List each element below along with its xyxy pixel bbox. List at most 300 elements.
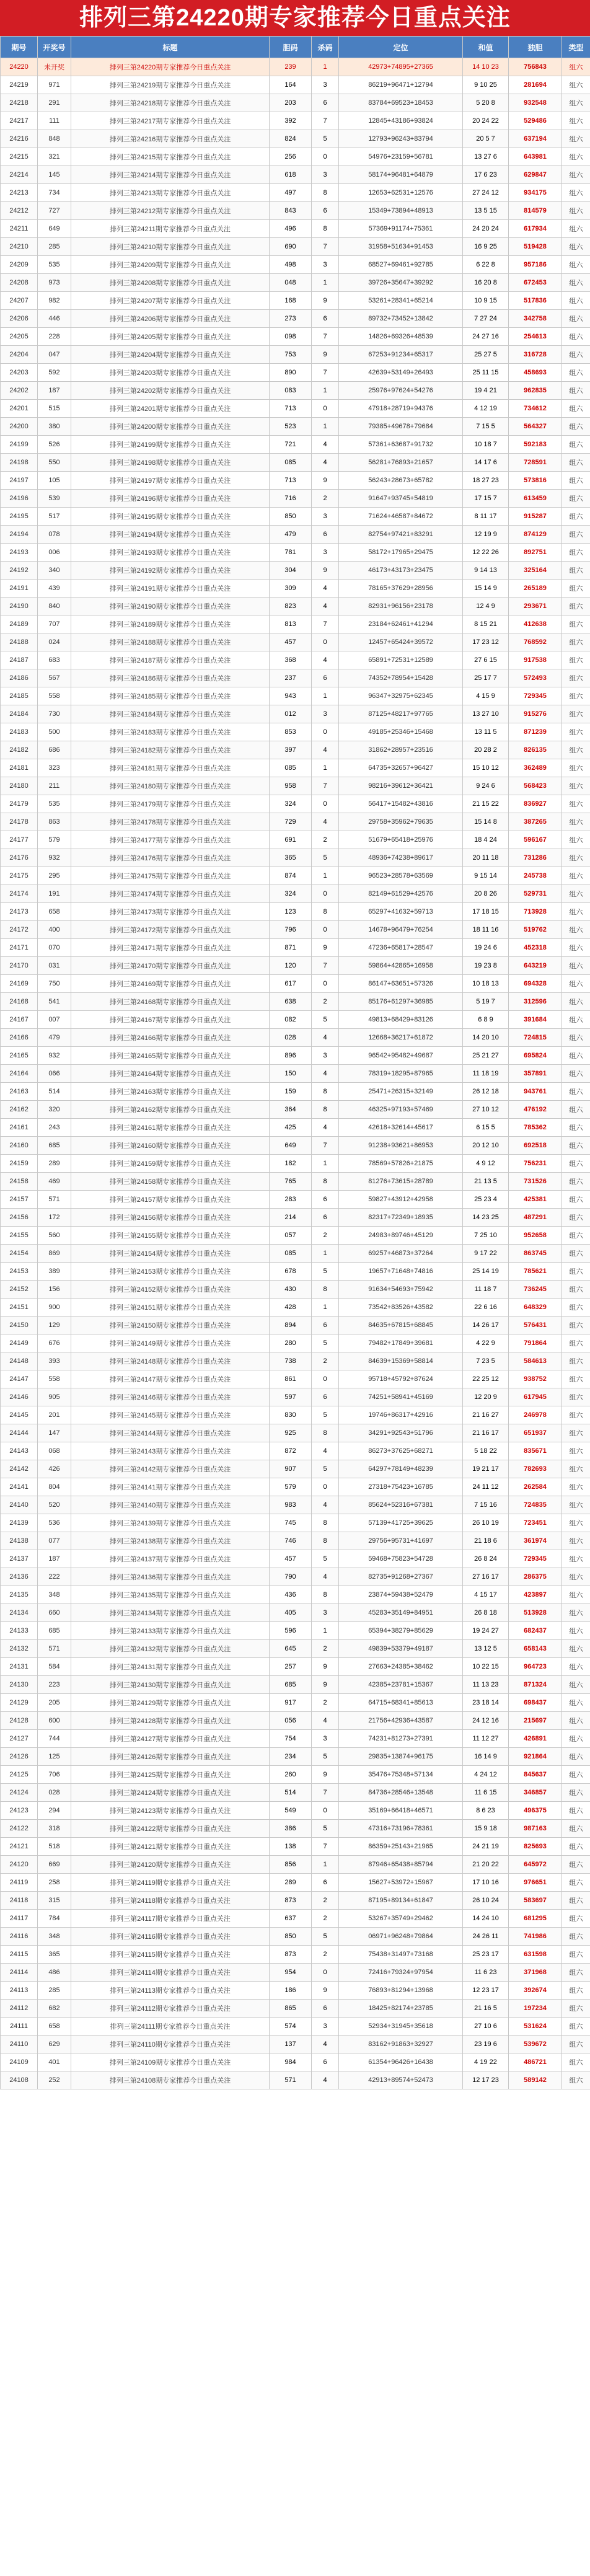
table-row — [1, 1155, 590, 1173]
issue-number-cell: 24108 — [1, 2071, 38, 2089]
single-dan-cell: 617945 — [509, 1388, 562, 1406]
title-link[interactable]: 排列三第24173期专家推荐今日重点关注 — [71, 903, 270, 921]
kill-code-cell: 6 — [312, 1191, 339, 1209]
dan-code-cell: 958 — [270, 777, 312, 795]
kill-code-cell: 1 — [312, 58, 339, 76]
type-cell: 组六 — [562, 633, 590, 651]
type-cell: 组六 — [562, 1802, 590, 1820]
title-link[interactable]: 排列三第24137期专家推荐今日重点关注 — [71, 1550, 270, 1568]
issue-number-cell: 24217 — [1, 112, 38, 130]
sum-value-cell: 12 17 23 — [463, 2071, 509, 2089]
title-link[interactable]: 排列三第24122期专家推荐今日重点关注 — [71, 1820, 270, 1838]
title-link[interactable]: 排列三第24163期专家推荐今日重点关注 — [71, 1083, 270, 1101]
dan-code-cell: 754 — [270, 1730, 312, 1748]
table-row — [1, 1227, 590, 1245]
title-link[interactable]: 排列三第24171期专家推荐今日重点关注 — [71, 939, 270, 957]
type-cell: 组六 — [562, 418, 590, 436]
type-cell: 组六 — [562, 598, 590, 615]
title-link[interactable]: 排列三第24120期专家推荐今日重点关注 — [71, 1856, 270, 1874]
single-dan-cell: 476192 — [509, 1101, 562, 1119]
table-row — [1, 202, 590, 220]
title-link[interactable]: 排列三第24129期专家推荐今日重点关注 — [71, 1694, 270, 1712]
position-cell: 34291+92543+51796 — [339, 1424, 463, 1442]
position-cell: 14826+69326+48539 — [339, 328, 463, 346]
type-cell: 组六 — [562, 400, 590, 418]
position-cell: 35476+75348+57134 — [339, 1766, 463, 1784]
title-link[interactable]: 排列三第24127期专家推荐今日重点关注 — [71, 1730, 270, 1748]
single-dan-cell: 694328 — [509, 975, 562, 993]
title-link[interactable]: 排列三第24180期专家推荐今日重点关注 — [71, 777, 270, 795]
title-link[interactable]: 排列三第24201期专家推荐今日重点关注 — [71, 400, 270, 418]
single-dan-cell: 943761 — [509, 1083, 562, 1101]
dan-code-cell: 716 — [270, 490, 312, 508]
position-cell: 65297+41632+59713 — [339, 903, 463, 921]
title-link[interactable]: 排列三第24211期专家推荐今日重点关注 — [71, 220, 270, 238]
title-link[interactable]: 排列三第24165期专家推荐今日重点关注 — [71, 1047, 270, 1065]
issue-number-cell: 24191 — [1, 580, 38, 598]
title-link[interactable]: 排列三第24182期专家推荐今日重点关注 — [71, 741, 270, 759]
title-link[interactable]: 排列三第24109期专家推荐今日重点关注 — [71, 2053, 270, 2071]
dan-code-cell: 691 — [270, 831, 312, 849]
table-row — [1, 328, 590, 346]
draw-result-cell: 068 — [38, 1442, 71, 1460]
title-link[interactable]: 排列三第24167期专家推荐今日重点关注 — [71, 1011, 270, 1029]
title-link[interactable]: 排列三第24130期专家推荐今日重点关注 — [71, 1676, 270, 1694]
type-cell: 组六 — [562, 2000, 590, 2018]
kill-code-cell: 2 — [312, 1910, 339, 1928]
issue-number-cell: 24110 — [1, 2036, 38, 2053]
sum-value-cell: 7 15 16 — [463, 1496, 509, 1514]
title-link[interactable]: 排列三第24176期专家推荐今日重点关注 — [71, 849, 270, 867]
title-link[interactable]: 排列三第24189期专家推荐今日重点关注 — [71, 615, 270, 633]
draw-result-cell: 932 — [38, 1047, 71, 1065]
draw-result-cell: 932 — [38, 849, 71, 867]
position-cell: 12653+62531+12576 — [339, 184, 463, 202]
title-link[interactable]: 排列三第24175期专家推荐今日重点关注 — [71, 867, 270, 885]
dan-code-cell: 984 — [270, 2053, 312, 2071]
draw-result-cell: 318 — [38, 1820, 71, 1838]
kill-code-cell: 0 — [312, 885, 339, 903]
title-link[interactable]: 排列三第24141期专家推荐今日重点关注 — [71, 1478, 270, 1496]
table-row — [1, 490, 590, 508]
title-link[interactable]: 排列三第24179期专家推荐今日重点关注 — [71, 795, 270, 813]
title-link[interactable]: 排列三第24213期专家推荐今日重点关注 — [71, 184, 270, 202]
kill-code-cell: 8 — [312, 1532, 339, 1550]
title-link[interactable]: 排列三第24186期专家推荐今日重点关注 — [71, 669, 270, 687]
title-link[interactable]: 排列三第24192期专家推荐今日重点关注 — [71, 562, 270, 580]
table-row — [1, 76, 590, 94]
title-link[interactable]: 排列三第24170期专家推荐今日重点关注 — [71, 957, 270, 975]
title-link[interactable]: 排列三第24208期专家推荐今日重点关注 — [71, 274, 270, 292]
title-link[interactable]: 排列三第24149期专家推荐今日重点关注 — [71, 1334, 270, 1352]
position-cell: 53261+28341+65214 — [339, 292, 463, 310]
kill-code-cell: 1 — [312, 759, 339, 777]
position-cell: 59864+42865+16958 — [339, 957, 463, 975]
title-link[interactable]: 排列三第24118期专家推荐今日重点关注 — [71, 1892, 270, 1910]
draw-result-cell: 401 — [38, 2053, 71, 2071]
table-row — [1, 957, 590, 975]
dan-code-cell: 182 — [270, 1155, 312, 1173]
sum-value-cell: 23 18 14 — [463, 1694, 509, 1712]
position-cell: 73542+83526+43582 — [339, 1299, 463, 1317]
title-link[interactable]: 排列三第24217期专家推荐今日重点关注 — [71, 112, 270, 130]
table-row — [1, 1892, 590, 1910]
table-row — [1, 795, 590, 813]
title-link[interactable]: 排列三第24154期专家推荐今日重点关注 — [71, 1245, 270, 1263]
draw-result-cell: 584 — [38, 1658, 71, 1676]
dan-code-cell: 713 — [270, 472, 312, 490]
title-link[interactable]: 排列三第24210期专家推荐今日重点关注 — [71, 238, 270, 256]
kill-code-cell: 6 — [312, 2053, 339, 2071]
single-dan-cell: 938752 — [509, 1370, 562, 1388]
title-link[interactable]: 排列三第24134期专家推荐今日重点关注 — [71, 1604, 270, 1622]
title-link[interactable]: 排列三第24132期专家推荐今日重点关注 — [71, 1640, 270, 1658]
title-link[interactable]: 排列三第24183期专家推荐今日重点关注 — [71, 723, 270, 741]
table-row — [1, 310, 590, 328]
title-link[interactable]: 排列三第24124期专家推荐今日重点关注 — [71, 1784, 270, 1802]
title-link[interactable]: 排列三第24116期专家推荐今日重点关注 — [71, 1928, 270, 1946]
title-link[interactable]: 排列三第24160期专家推荐今日重点关注 — [71, 1137, 270, 1155]
kill-code-cell: 9 — [312, 939, 339, 957]
issue-number-cell: 24124 — [1, 1784, 38, 1802]
type-cell: 组六 — [562, 957, 590, 975]
dan-code-cell: 239 — [270, 58, 312, 76]
sum-value-cell: 27 16 17 — [463, 1568, 509, 1586]
title-link[interactable]: 排列三第24112期专家推荐今日重点关注 — [71, 2000, 270, 2018]
title-link[interactable]: 排列三第24152期专家推荐今日重点关注 — [71, 1281, 270, 1299]
sum-value-cell: 24 12 16 — [463, 1712, 509, 1730]
sum-value-cell: 10 9 15 — [463, 292, 509, 310]
title-link[interactable]: 排列三第24115期专家推荐今日重点关注 — [71, 1946, 270, 1964]
title-link[interactable]: 排列三第24156期专家推荐今日重点关注 — [71, 1209, 270, 1227]
type-cell: 组六 — [562, 1442, 590, 1460]
dan-code-cell: 012 — [270, 705, 312, 723]
issue-number-cell: 24169 — [1, 975, 38, 993]
table-row — [1, 1460, 590, 1478]
table-row — [1, 1658, 590, 1676]
title-link[interactable]: 排列三第24214期专家推荐今日重点关注 — [71, 166, 270, 184]
title-link[interactable]: 排列三第24133期专家推荐今日重点关注 — [71, 1622, 270, 1640]
kill-code-cell: 8 — [312, 184, 339, 202]
title-link[interactable]: 排列三第24157期专家推荐今日重点关注 — [71, 1191, 270, 1209]
title-link[interactable]: 排列三第24218期专家推荐今日重点关注 — [71, 94, 270, 112]
type-cell: 组六 — [562, 1820, 590, 1838]
dan-code-cell: 856 — [270, 1856, 312, 1874]
title-link[interactable]: 排列三第24207期专家推荐今日重点关注 — [71, 292, 270, 310]
kill-code-cell: 0 — [312, 1964, 339, 1982]
title-link[interactable]: 排列三第24143期专家推荐今日重点关注 — [71, 1442, 270, 1460]
kill-code-cell: 0 — [312, 1370, 339, 1388]
kill-code-cell: 6 — [312, 94, 339, 112]
issue-number-cell: 24206 — [1, 310, 38, 328]
type-cell: 组六 — [562, 328, 590, 346]
kill-code-cell: 6 — [312, 202, 339, 220]
issue-number-cell: 24116 — [1, 1928, 38, 1946]
title-link[interactable]: 排列三第24125期专家推荐今日重点关注 — [71, 1766, 270, 1784]
title-link[interactable]: 排列三第24185期专家推荐今日重点关注 — [71, 687, 270, 705]
title-link[interactable]: 排列三第24119期专家推荐今日重点关注 — [71, 1874, 270, 1892]
title-link[interactable]: 排列三第24159期专家推荐今日重点关注 — [71, 1155, 270, 1173]
kill-code-cell: 0 — [312, 400, 339, 418]
title-link[interactable]: 排列三第24113期专家推荐今日重点关注 — [71, 1982, 270, 2000]
title-link[interactable]: 排列三第24111期专家推荐今日重点关注 — [71, 2018, 270, 2036]
title-link[interactable]: 排列三第24150期专家推荐今日重点关注 — [71, 1317, 270, 1334]
title-link[interactable]: 排列三第24153期专家推荐今日重点关注 — [71, 1263, 270, 1281]
title-link[interactable]: 排列三第24136期专家推荐今日重点关注 — [71, 1568, 270, 1586]
sum-value-cell: 5 20 8 — [463, 94, 509, 112]
title-link[interactable]: 排列三第24162期专家推荐今日重点关注 — [71, 1101, 270, 1119]
title-link[interactable]: 排列三第24219期专家推荐今日重点关注 — [71, 76, 270, 94]
dan-code-cell: 843 — [270, 202, 312, 220]
kill-code-cell: 3 — [312, 705, 339, 723]
issue-number-cell: 24140 — [1, 1496, 38, 1514]
table-row — [1, 436, 590, 454]
issue-number-cell: 24174 — [1, 885, 38, 903]
title-link[interactable]: 排列三第24203期专家推荐今日重点关注 — [71, 364, 270, 382]
title-link[interactable]: 排列三第24197期专家推荐今日重点关注 — [71, 472, 270, 490]
issue-number-cell: 24184 — [1, 705, 38, 723]
title-link[interactable]: 排列三第24128期专家推荐今日重点关注 — [71, 1712, 270, 1730]
title-link[interactable]: 排列三第24169期专家推荐今日重点关注 — [71, 975, 270, 993]
title-link[interactable]: 排列三第24184期专家推荐今日重点关注 — [71, 705, 270, 723]
type-cell: 组六 — [562, 292, 590, 310]
issue-number-cell: 24209 — [1, 256, 38, 274]
type-cell: 组六 — [562, 1209, 590, 1227]
title-link[interactable]: 排列三第24139期专家推荐今日重点关注 — [71, 1514, 270, 1532]
title-link[interactable]: 排列三第24212期专家推荐今日重点关注 — [71, 202, 270, 220]
title-link[interactable]: 排列三第24202期专家推荐今日重点关注 — [71, 382, 270, 400]
title-link[interactable]: 排列三第24166期专家推荐今日重点关注 — [71, 1029, 270, 1047]
kill-code-cell: 4 — [312, 651, 339, 669]
title-link[interactable]: 排列三第24151期专家推荐今日重点关注 — [71, 1299, 270, 1317]
type-cell: 组六 — [562, 1766, 590, 1784]
draw-result-cell: 145 — [38, 166, 71, 184]
issue-number-cell: 24218 — [1, 94, 38, 112]
title-link[interactable]: 排列三第24187期专家推荐今日重点关注 — [71, 651, 270, 669]
title-link[interactable]: 排列三第24131期专家推荐今日重点关注 — [71, 1658, 270, 1676]
title-link[interactable]: 排列三第24135期专家推荐今日重点关注 — [71, 1586, 270, 1604]
title-link[interactable]: 排列三第24190期专家推荐今日重点关注 — [71, 598, 270, 615]
kill-code-cell: 0 — [312, 1802, 339, 1820]
issue-number-cell: 24123 — [1, 1802, 38, 1820]
position-cell: 65891+72531+12589 — [339, 651, 463, 669]
title-link[interactable]: 排列三第24148期专家推荐今日重点关注 — [71, 1352, 270, 1370]
dan-code-cell: 028 — [270, 1029, 312, 1047]
single-dan-cell: 724835 — [509, 1496, 562, 1514]
sum-value-cell: 13 27 10 — [463, 705, 509, 723]
single-dan-cell: 245738 — [509, 867, 562, 885]
title-link[interactable]: 排列三第24174期专家推荐今日重点关注 — [71, 885, 270, 903]
table-row — [1, 472, 590, 490]
single-dan-cell: 768592 — [509, 633, 562, 651]
position-cell: 19657+71648+74816 — [339, 1263, 463, 1281]
type-cell: 组六 — [562, 1227, 590, 1245]
title-link[interactable]: 排列三第24123期专家推荐今日重点关注 — [71, 1802, 270, 1820]
draw-result-cell: 658 — [38, 2018, 71, 2036]
title-link[interactable]: 排列三第24205期专家推荐今日重点关注 — [71, 328, 270, 346]
title-link[interactable]: 排列三第24110期专家推荐今日重点关注 — [71, 2036, 270, 2053]
title-link[interactable]: 排列三第24196期专家推荐今日重点关注 — [71, 490, 270, 508]
title-link[interactable]: 排列三第24144期专家推荐今日重点关注 — [71, 1424, 270, 1442]
table-row — [1, 346, 590, 364]
dan-code-cell: 874 — [270, 867, 312, 885]
sum-value-cell: 15 14 9 — [463, 580, 509, 598]
draw-result-cell: 479 — [38, 1029, 71, 1047]
kill-code-cell: 7 — [312, 364, 339, 382]
title-link[interactable]: 排列三第24178期专家推荐今日重点关注 — [71, 813, 270, 831]
single-dan-cell: 782693 — [509, 1460, 562, 1478]
position-cell: 29756+95731+41697 — [339, 1532, 463, 1550]
kill-code-cell: 5 — [312, 1263, 339, 1281]
position-cell: 42973+74895+27365 — [339, 58, 463, 76]
title-link[interactable]: 排列三第24204期专家推荐今日重点关注 — [71, 346, 270, 364]
draw-result-cell: 191 — [38, 885, 71, 903]
title-link[interactable]: 排列三第24158期专家推荐今日重点关注 — [71, 1173, 270, 1191]
issue-number-cell: 24176 — [1, 849, 38, 867]
dan-code-cell: 168 — [270, 292, 312, 310]
issue-number-cell: 24188 — [1, 633, 38, 651]
title-link[interactable]: 排列三第24140期专家推荐今日重点关注 — [71, 1496, 270, 1514]
title-link[interactable]: 排列三第24195期专家推荐今日重点关注 — [71, 508, 270, 526]
table-row — [1, 1119, 590, 1137]
draw-result-cell: 686 — [38, 741, 71, 759]
sum-value-cell: 19 24 27 — [463, 1622, 509, 1640]
sum-value-cell: 12 4 9 — [463, 598, 509, 615]
draw-result-cell: 571 — [38, 1191, 71, 1209]
draw-result-cell: 869 — [38, 1245, 71, 1263]
title-link[interactable]: 排列三第24194期专家推荐今日重点关注 — [71, 526, 270, 544]
title-link[interactable]: 排列三第24168期专家推荐今日重点关注 — [71, 993, 270, 1011]
position-cell: 27318+75423+16785 — [339, 1478, 463, 1496]
issue-number-cell: 24212 — [1, 202, 38, 220]
title-link[interactable]: 排列三第24146期专家推荐今日重点关注 — [71, 1388, 270, 1406]
single-dan-cell: 486721 — [509, 2053, 562, 2071]
type-cell: 组六 — [562, 651, 590, 669]
table-row — [1, 58, 590, 76]
title-link[interactable]: 排列三第24126期专家推荐今日重点关注 — [71, 1748, 270, 1766]
type-cell: 组六 — [562, 1550, 590, 1568]
draw-result-cell: 804 — [38, 1478, 71, 1496]
title-link[interactable]: 排列三第24121期专家推荐今日重点关注 — [71, 1838, 270, 1856]
issue-number-cell: 24148 — [1, 1352, 38, 1370]
single-dan-cell: 791864 — [509, 1334, 562, 1352]
draw-result-cell: 129 — [38, 1317, 71, 1334]
type-cell: 组六 — [562, 1694, 590, 1712]
type-cell: 组六 — [562, 1586, 590, 1604]
title-link[interactable]: 排列三第24188期专家推荐今日重点关注 — [71, 633, 270, 651]
dan-code-cell: 746 — [270, 1532, 312, 1550]
sum-value-cell: 4 12 19 — [463, 400, 509, 418]
title-link[interactable]: 排列三第24216期专家推荐今日重点关注 — [71, 130, 270, 148]
title-link[interactable]: 排列三第24117期专家推荐今日重点关注 — [71, 1910, 270, 1928]
table-row — [1, 1946, 590, 1964]
dan-code-cell: 120 — [270, 957, 312, 975]
single-dan-cell: 729345 — [509, 1550, 562, 1568]
title-link[interactable]: 排列三第24181期专家推荐今日重点关注 — [71, 759, 270, 777]
issue-number-cell: 24180 — [1, 777, 38, 795]
dan-code-cell: 943 — [270, 687, 312, 705]
position-cell: 79385+49678+79684 — [339, 418, 463, 436]
position-cell: 91634+54693+75942 — [339, 1281, 463, 1299]
sum-value-cell: 7 25 10 — [463, 1227, 509, 1245]
single-dan-cell: 724815 — [509, 1029, 562, 1047]
single-dan-cell: 197234 — [509, 2000, 562, 2018]
sum-value-cell: 26 12 18 — [463, 1083, 509, 1101]
type-cell: 组六 — [562, 1119, 590, 1137]
single-dan-cell: 342758 — [509, 310, 562, 328]
title-link[interactable]: 排列三第24220期专家推荐今日重点关注 — [71, 58, 270, 76]
title-link[interactable]: 排列三第24142期专家推荐今日重点关注 — [71, 1460, 270, 1478]
issue-number-cell: 24196 — [1, 490, 38, 508]
issue-number-cell: 24133 — [1, 1622, 38, 1640]
title-link[interactable]: 排列三第24145期专家推荐今日重点关注 — [71, 1406, 270, 1424]
title-link[interactable]: 排列三第24164期专家推荐今日重点关注 — [71, 1065, 270, 1083]
sum-value-cell: 4 22 9 — [463, 1334, 509, 1352]
title-link[interactable]: 排列三第24206期专家推荐今日重点关注 — [71, 310, 270, 328]
issue-number-cell: 24208 — [1, 274, 38, 292]
position-cell: 58174+96481+64879 — [339, 166, 463, 184]
draw-result-cell: 536 — [38, 1514, 71, 1532]
sum-value-cell: 17 15 7 — [463, 490, 509, 508]
sum-value-cell: 21 16 5 — [463, 2000, 509, 2018]
type-cell: 组六 — [562, 76, 590, 94]
single-dan-cell: 637194 — [509, 130, 562, 148]
title-link[interactable]: 排列三第24138期专家推荐今日重点关注 — [71, 1532, 270, 1550]
title-link[interactable]: 排列三第24161期专家推荐今日重点关注 — [71, 1119, 270, 1137]
type-cell: 组六 — [562, 1478, 590, 1496]
issue-number-cell: 24128 — [1, 1712, 38, 1730]
dan-code-cell: 850 — [270, 508, 312, 526]
title-link[interactable]: 排列三第24193期专家推荐今日重点关注 — [71, 544, 270, 562]
table-row — [1, 544, 590, 562]
type-cell: 组六 — [562, 1352, 590, 1370]
title-link[interactable]: 排列三第24209期专家推荐今日重点关注 — [71, 256, 270, 274]
single-dan-cell: 934175 — [509, 184, 562, 202]
title-link[interactable]: 排列三第24114期专家推荐今日重点关注 — [71, 1964, 270, 1982]
title-link[interactable]: 排列三第24177期专家推荐今日重点关注 — [71, 831, 270, 849]
draw-result-cell: 348 — [38, 1928, 71, 1946]
table-row — [1, 849, 590, 867]
single-dan-cell: 681295 — [509, 1910, 562, 1928]
table-row — [1, 184, 590, 202]
single-dan-cell: 785362 — [509, 1119, 562, 1137]
position-cell: 21756+42936+43587 — [339, 1712, 463, 1730]
issue-number-cell: 24147 — [1, 1370, 38, 1388]
dan-code-cell: 164 — [270, 76, 312, 94]
title-link[interactable]: 排列三第24215期专家推荐今日重点关注 — [71, 148, 270, 166]
single-dan-cell: 576431 — [509, 1317, 562, 1334]
title-link[interactable]: 排列三第24200期专家推荐今日重点关注 — [71, 418, 270, 436]
single-dan-cell: 529486 — [509, 112, 562, 130]
title-link[interactable]: 排列三第24191期专家推荐今日重点关注 — [71, 580, 270, 598]
draw-result-cell: 500 — [38, 723, 71, 741]
draw-result-cell: 446 — [38, 310, 71, 328]
title-link[interactable]: 排列三第24172期专家推荐今日重点关注 — [71, 921, 270, 939]
draw-result-cell: 400 — [38, 921, 71, 939]
sum-value-cell: 25 27 5 — [463, 346, 509, 364]
draw-result-cell: 172 — [38, 1209, 71, 1227]
dan-code-cell: 237 — [270, 669, 312, 687]
title-link[interactable]: 排列三第24108期专家推荐今日重点关注 — [71, 2071, 270, 2089]
title-link[interactable]: 排列三第24155期专家推荐今日重点关注 — [71, 1227, 270, 1245]
title-link[interactable]: 排列三第24147期专家推荐今日重点关注 — [71, 1370, 270, 1388]
position-cell: 45283+35149+84951 — [339, 1604, 463, 1622]
type-cell: 组六 — [562, 1928, 590, 1946]
sum-value-cell: 9 17 22 — [463, 1245, 509, 1263]
type-cell: 组六 — [562, 1640, 590, 1658]
title-link[interactable]: 排列三第24199期专家推荐今日重点关注 — [71, 436, 270, 454]
title-link[interactable]: 排列三第24198期专家推荐今日重点关注 — [71, 454, 270, 472]
